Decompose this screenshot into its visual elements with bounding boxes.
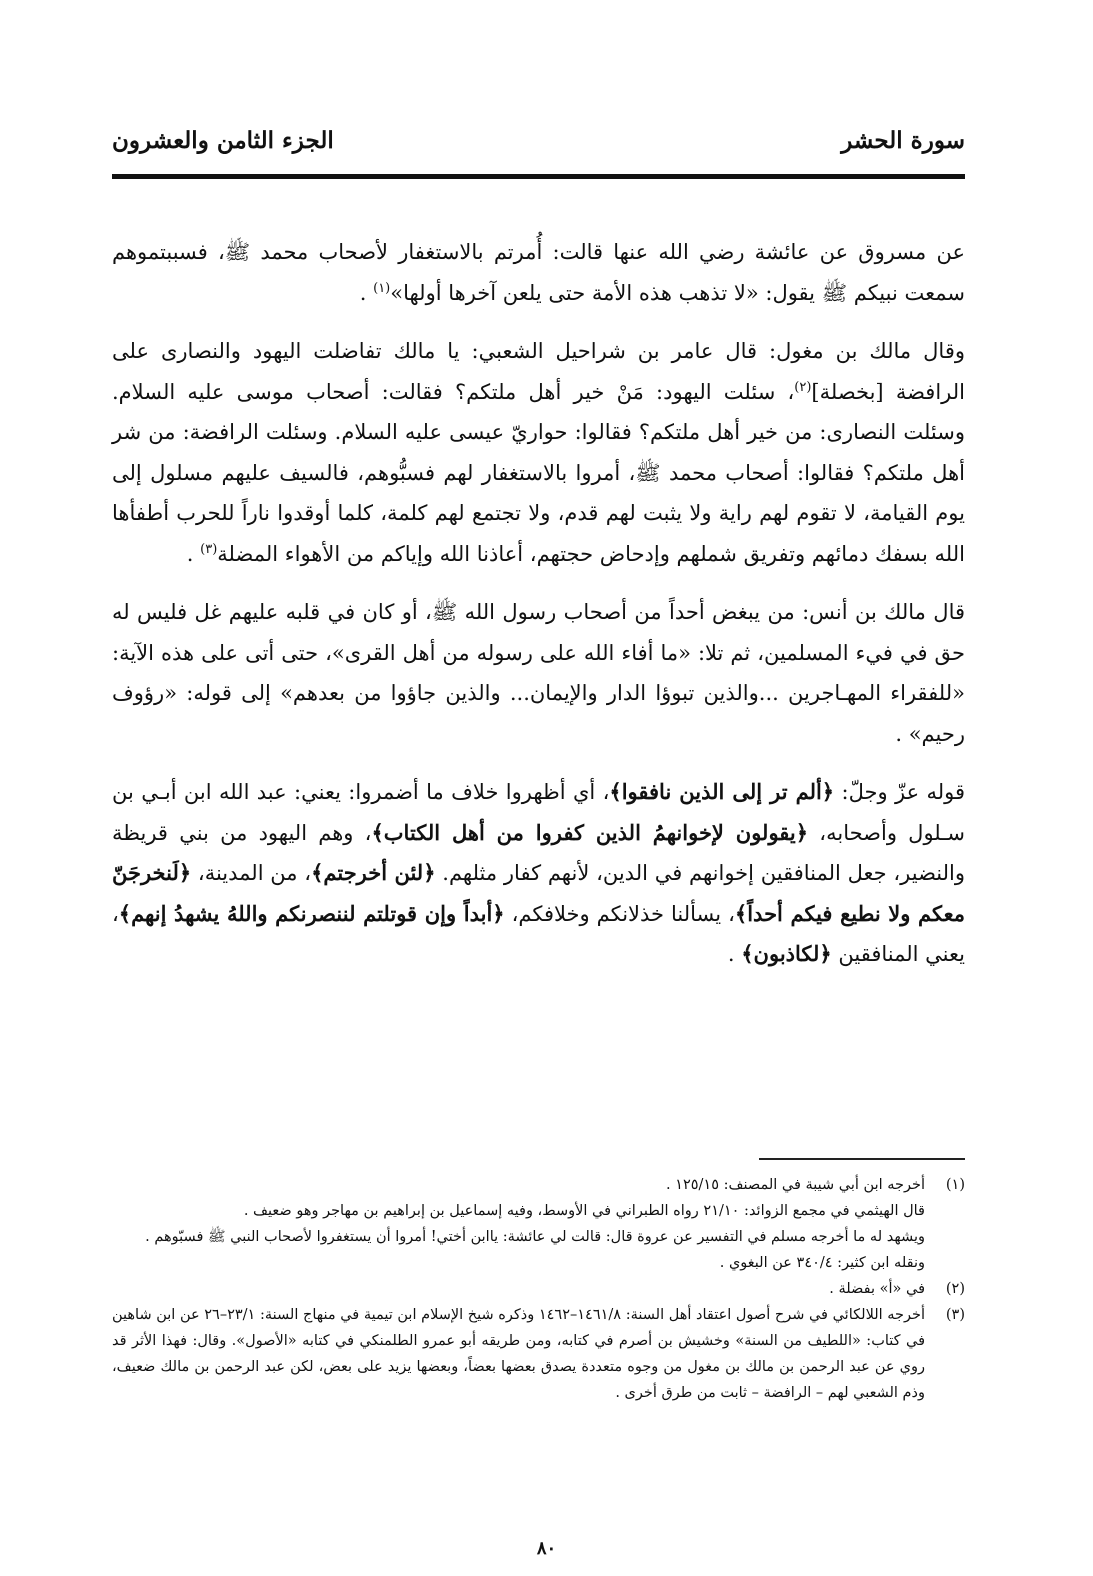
footnote-2-text: في «أ» بفضلة . [829,1281,925,1297]
paragraph-1-end: . [359,280,374,305]
page-number: ٨٠ [536,1538,557,1559]
paragraph-4-text-d: ، من المدينة، [191,861,312,885]
paragraph-4-text-b: ، أي أظهروا خلاف ما أضمروا: يعني: عبد الله ابن أبـي بن سـلول وأصحابه، [112,780,965,845]
running-header [112,110,965,154]
footnote-rule [759,1158,965,1160]
main-text [112,232,965,993]
quran-quote-3: ﴿لئن أخرجتم﴾ [311,860,436,885]
footnote-ref-2: (٢) [794,379,812,395]
paragraph-4-text-f: ، يعني المنافقين [112,901,965,966]
paragraph-2 [112,331,965,574]
paragraph-1-text: عن مسروق عن عائشة رضي الله عنها قالت: أُمرتم بالاستغفار لأصحاب محمد ﷺ، فسببتموهم سمعت نبيكم ﷺ يقول: «لا تذهب هذه الأمة حتى يلعن آخرها أولها» [112,240,965,305]
footnote-1-line-4: ونقله ابن كثير: ٣٤٠/٤ عن البغوي . [719,1255,925,1271]
footnote-1-line-3: ويشهد له ما أخرجه مسلم في التفسير عن عروة قال: قالت لي عائشة: ياابن أختي! أمروا أن يستغفروا لأصحاب النبي ﷺ فسبّوهم . [145,1229,925,1245]
quran-quote-2: ﴿يقولون لإخوانهمُ الذين كفروا من أهل الكتاب﴾ [371,819,809,845]
juz-title: الجزء الثامن والعشرون [112,127,334,154]
footnote-3-number: (٣) [945,1307,965,1323]
footnote-2-number: (٢) [945,1281,965,1297]
footnote-3 [112,1302,965,1406]
paragraph-4-end: . [727,942,742,966]
paragraph-1 [112,232,965,313]
footnote-ref-3: (٣) [200,541,218,557]
surah-title: سورة الحشر [841,127,965,154]
footnote-3-text: أخرجه اللالكائي في شرح أصول اعتقاد أهل السنة: ١٤٦١/٨–١٤٦٢ وذكره شيخ الإسلام ابن تيمية في منهاج السنة: ٢٣/١–٢٦ عن ابن شاهين في كتاب: «اللطيف من السنة» وخشيش بن أصرم في كتابه، ومن طريقه أبو عمرو الطلمنكي في كتابه «الأصول». وقال: فهذا الأثر قد روي عن عبد الرحمن بن مالك بن مغول من وجوه متعددة يصدق بعضها بعضاً، وبعضها يزيد على بعض، لكن عبد الرحمن بن مالك ضعيف، وذم الشعبي لهم – الرافضة – ثابت من طرق أخرى . [112,1307,926,1401]
footnote-1 [112,1172,965,1198]
paragraph-2-end: . [186,541,201,566]
paragraph-4-text-c: ، وهم اليهود من بني قريظة والنضير، جعل المنافقين إخوانهم في الدين، لأنهم كفار مثلهم. [112,820,966,885]
paragraph-4-text-a: قوله عزّ وجلّ: [834,780,966,804]
footnote-1-line-2: قال الهيثمي في مجمع الزوائد: ٢١/١٠ رواه الطبراني في الأوسط، وفيه إسماعيل بن إبراهيم بن مهاجر وهو ضعيف . [243,1203,925,1219]
paragraph-2-text-b: ، سئلت اليهود: مَنْ خير أهل ملتكم؟ فقالت: أصحاب موسى عليه السلام. وسئلت النصارى: من خير أهل ملتكم؟ فقالوا: حواريّ عيسى عليه السلام. وسئلت الرافضة: من شر أهل ملتكم؟ فقالوا: أصحاب محمد ﷺ، أمروا بالاستغفار لهم فسبُّوهم، فالسيف عليهم مسلول إلى يوم القيامة، لا تقوم لهم راية ولا يثبت لهم قدم، ولا تجتمع لهم كلمة، كلما أوقدوا ناراً للحرب أطفأها الله بسفك دمائهم وتفريق شملهم وإدحاض حجتهم، أعاذنا الله وإياكم من الأهواء المضلة [112,379,965,566]
paragraph-3 [112,592,965,754]
footnote-1-number: (١) [945,1177,965,1193]
quran-quote-1: ﴿ألم تر إلى الذين نافقوا﴾ [609,779,835,804]
footnotes [112,1172,965,1406]
paragraph-2-text-a: وقال مالك بن مغول: قال عامر بن شراحيل الشعبي: يا مالك تفاضلت اليهود والنصارى على الرافضة [بخصلة] [112,339,965,404]
footnote-1-line-1: أخرجه ابن أبي شيبة في المصنف: ١٢٥/١٥ . [665,1177,925,1193]
footnote-2 [112,1276,965,1302]
paragraph-4-text-e: ، يسألنا خذلانكم وخلافكم، [504,901,735,926]
quran-quote-5: ﴿أبداً وإن قوتلتم لننصرنكم واللهُ يشهدُ إنهم﴾ [118,900,505,926]
quran-quote-6: ﴿لكاذبون﴾ [741,941,832,966]
quran-quote-4: ﴿لَنخرجَنّ معكم ولا نطيع فيكم أحداً﴾ [112,860,966,926]
header-rule [112,174,965,179]
paragraph-3-text: قال مالك بن أنس: من يبغض أحداً من أصحاب رسول الله ﷺ، أو كان في قلبه عليهم غل فليس له حق في فيء المسلمين، ثم تلا: «ما أفاء الله على رسوله من أهل القرى»، حتى أتى على هذه الآية: «للفقراء المهـاجرين ...والذين تبوؤا الدار والإيمان... والذين جاؤوا من بعدهم» إلى قوله: «رؤوف رحيم» . [112,600,965,746]
paragraph-4 [112,772,965,975]
footnote-ref-1: (١) [373,280,391,296]
